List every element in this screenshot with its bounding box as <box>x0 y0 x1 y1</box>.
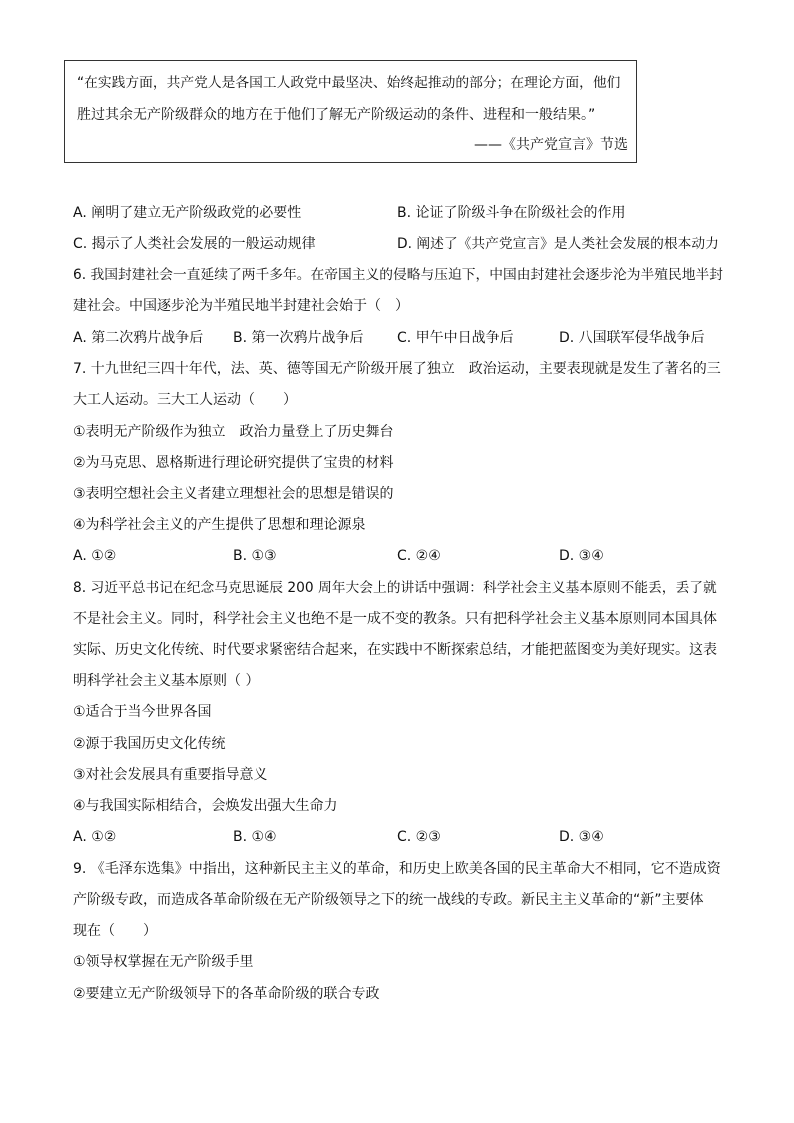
q7-option-c: C. ②④ <box>397 548 441 564</box>
q6-option-c: C. 甲午中日战争后 <box>397 330 514 346</box>
q8-option-b: B. ①④ <box>233 829 277 845</box>
q7-item-3: ③表明空想社会主义者建立理想社会的思想是错误的 <box>73 486 394 502</box>
q7-option-d: D. ③④ <box>559 548 604 564</box>
q8-stem-line-3: 实际、历史文化传统、时代要求紧密结合起来，在实践中不断探索总结，才能把蓝图变为美好现实。这表 <box>73 642 717 658</box>
q8-option-c: C. ②③ <box>397 829 441 845</box>
q9-stem-line-1: 9. 《毛泽东选集》中指出，这种新民主主义的革命，和历史上欧美各国的民主革命大不相同，它不造成资 <box>73 861 721 877</box>
q8-option-a: A. ①② <box>73 829 117 845</box>
q9-stem-line-2: 产阶级专政，而造成各革命阶级在无产阶级领导之下的统一战线的专政。新民主主义革命的“新”主要体 <box>73 892 704 908</box>
q7-item-1: ①表明无产阶级作为独立 政治力量登上了历史舞台 <box>73 424 394 440</box>
q7-item-2: ②为马克思、恩格斯进行理论研究提供了宝贵的材料 <box>73 455 394 471</box>
q7-option-a: A. ①② <box>73 548 117 564</box>
q8-stem-line-1: 8. 习近平总书记在纪念马克思诞辰 200 周年大会上的讲话中强调：科学社会主义基本原则不能丢，丢了就 <box>73 580 717 596</box>
q6-stem-line-2: 建社会。中国逐步沦为半殖民地半封建社会始于（ ） <box>73 298 409 314</box>
q5-option-a: A. 阐明了建立无产阶级政党的必要性 <box>73 205 302 221</box>
q6-stem-line-1: 6. 我国封建社会一直延续了两千多年。在帝国主义的侵略与压迫下，中国由封建社会逐步沦为半殖民地半封 <box>73 267 723 283</box>
q9-item-2: ②要建立无产阶级领导下的各革命阶级的联合专政 <box>73 986 380 1002</box>
q5-option-c: C. 揭示了人类社会发展的一般运动规律 <box>73 236 316 252</box>
quote-source: ——《共产党宣言》节选 <box>474 137 628 153</box>
q6-option-d: D. 八国联军侵华战争后 <box>559 330 705 346</box>
q8-stem-line-2: 不是社会主义。同时，科学社会主义也绝不是一成不变的教条。只有把科学社会主义基本原则同本国具体 <box>73 611 717 627</box>
q8-stem-line-4: 明科学社会主义基本原则（ ） <box>73 673 260 689</box>
q7-stem-line-2: 大工人运动。三大工人运动（ ） <box>73 392 297 408</box>
quote-line-1: “在实践方面，共产党人是各国工人政党中最坚决、始终起推动的部分；在理论方面，他们 <box>77 75 621 91</box>
q7-stem-line-1: 7. 十九世纪三四十年代，法、英、德等国无产阶级开展了独立 政治运动，主要表现就是发生了著名的三 <box>73 361 721 377</box>
quote-line-2: 胜过其余无产阶级群众的地方在于他们了解无产阶级运动的条件、进程和一般结果。” <box>77 107 596 123</box>
q8-option-d: D. ③④ <box>559 829 604 845</box>
q5-option-b: B. 论证了阶级斗争在阶级社会的作用 <box>397 205 626 221</box>
q8-item-2: ②源于我国历史文化传统 <box>73 736 226 752</box>
q9-item-1: ①领导权掌握在无产阶级手里 <box>73 954 254 970</box>
q8-item-1: ①适合于当今世界各国 <box>73 704 212 720</box>
q7-item-4: ④为科学社会主义的产生提供了思想和理论源泉 <box>73 517 366 533</box>
q9-stem-line-3: 现在（ ） <box>73 923 157 939</box>
quote-box <box>64 60 637 163</box>
q6-option-a: A. 第二次鸦片战争后 <box>73 330 204 346</box>
q8-item-3: ③对社会发展具有重要指导意义 <box>73 767 268 783</box>
q7-option-b: B. ①③ <box>233 548 277 564</box>
q6-option-b: B. 第一次鸦片战争后 <box>233 330 364 346</box>
q5-option-d: D. 阐述了《共产党宣言》是人类社会发展的根本动力 <box>397 236 719 252</box>
q8-item-4: ④与我国实际相结合，会焕发出强大生命力 <box>73 798 338 814</box>
